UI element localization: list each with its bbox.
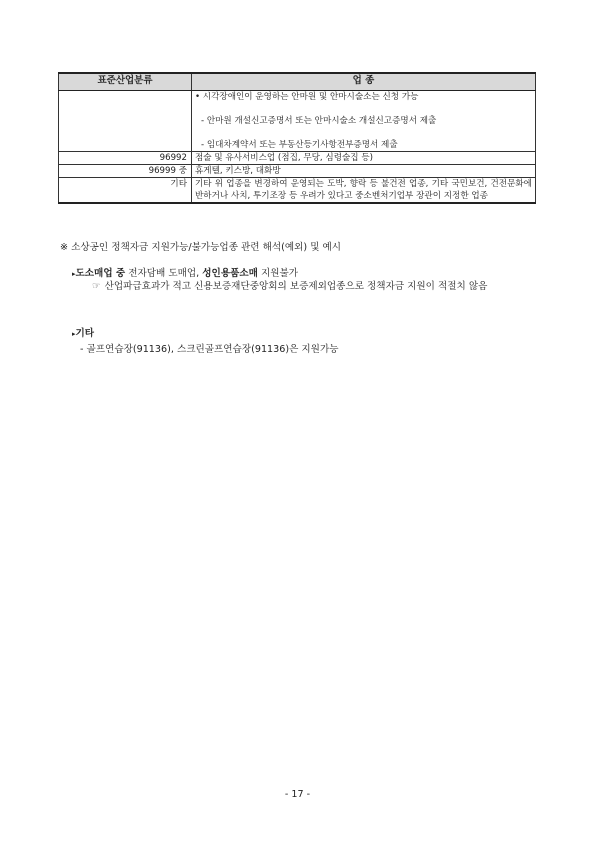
section-lead: 도소매업 중: [75, 268, 126, 279]
section-other: [72, 325, 94, 339]
cell-code: 96999 중: [59, 165, 192, 178]
section-title: 기타: [75, 328, 95, 339]
cell-industry: 휴게텔, 키스방, 대화방: [192, 165, 536, 178]
cell-code: 96992: [59, 152, 192, 165]
cell-code-empty: [59, 91, 192, 152]
header-code: 표준산업분류: [59, 73, 192, 91]
industry-table: [58, 72, 536, 204]
cont-line: • 시각장애인이 운영하는 안마원 및 안마시술소는 신청 가능: [195, 92, 419, 102]
table-row: [59, 165, 536, 178]
detail-text: 산업파급효과가 적고 신용보증재단중앙회의 보증제외업종으로 정책자금 지원이 적절치 않음: [104, 281, 488, 292]
section-item: 성인용품소매: [202, 268, 258, 279]
section-other-detail: - 골프연습장(91136), 스크린골프연습장(91136)은 지원가능: [80, 344, 339, 355]
section-wholesale-detail: [92, 279, 542, 295]
cell-industry: 점술 및 유사서비스업 (점집, 무당, 심령술집 등): [192, 152, 536, 165]
exception-note: ※ 소상공인 정책자금 지원가능/불가능업종 관련 해석(예외) 및 예시: [60, 242, 342, 253]
table-row: [59, 178, 536, 204]
pointing-hand-icon: ☞: [92, 281, 101, 292]
table-row: [59, 91, 536, 152]
table-row: [59, 152, 536, 165]
page-number: - 17 -: [284, 789, 311, 800]
section-mid: 전자담배 도매업,: [125, 268, 203, 279]
cell-code: 기타: [59, 178, 192, 204]
triangle-bullet-icon: ▸: [72, 330, 76, 338]
table-header-row: [59, 73, 536, 91]
triangle-bullet-icon: ▸: [72, 270, 76, 278]
section-wholesale: [72, 265, 298, 279]
cont-line: - 임대차계약서 또는 부동산등기사항전부증명서 제출: [201, 140, 398, 150]
cont-line: - 안마원 개설신고증명서 또는 안마시술소 개설신고증명서 제출: [201, 116, 437, 126]
cell-industry: 기타 위 업종을 변경하여 운영되는 도박, 향락 등 불건전 업종, 기타 국민보건, 건전문화에 반하거나 사치, 투기조장 등 우려가 있다고 중소벤처기업부 장관이 지정한 업종: [192, 178, 536, 204]
section-tail: 지원불가: [257, 268, 299, 279]
header-industry: 업 종: [192, 73, 536, 91]
cell-cont: [192, 91, 536, 152]
